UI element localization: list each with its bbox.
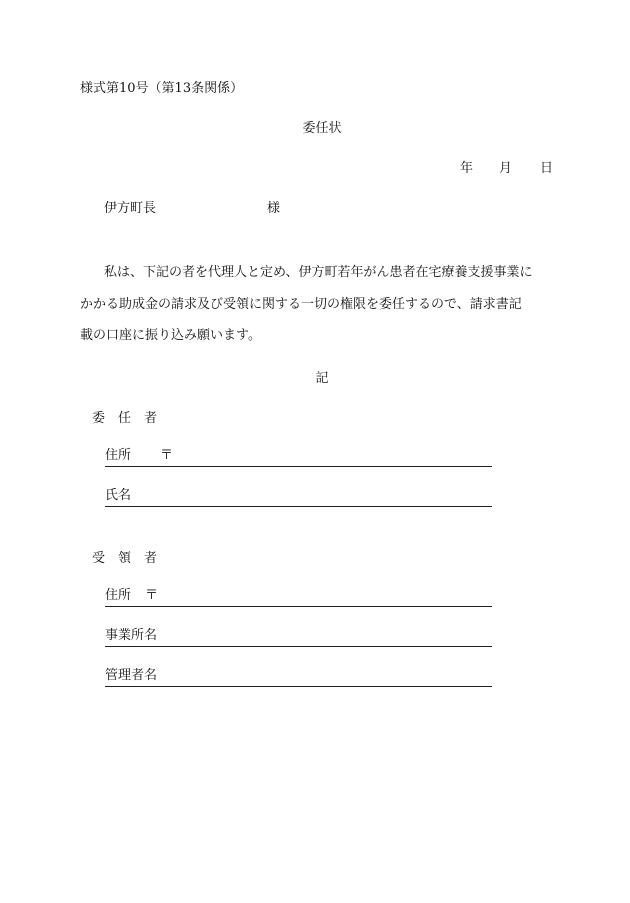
- body-text-line: かかる助成金の請求及び受領に関する一切の権限を委任するので、請求書記: [80, 297, 522, 312]
- recipient-manager-field[interactable]: [105, 669, 492, 687]
- body-text-line: 載の口座に振り込み願います。: [80, 328, 261, 343]
- postal-mark-icon: 〒: [145, 588, 159, 603]
- form-number: 様式第10号（第13条関係）: [80, 81, 244, 96]
- delegator-heading: 委 任 者: [92, 411, 158, 426]
- date-day-label: 日: [540, 161, 554, 176]
- addressee-name: 伊方町長: [104, 201, 157, 216]
- date-year-label: 年: [460, 161, 474, 176]
- addressee-honorific: 様: [267, 201, 281, 216]
- body-text-line: 私は、下記の者を代理人と定め、伊方町若年がん患者在宅療養支援事業に: [104, 265, 533, 280]
- document-title: 委任状: [302, 121, 342, 136]
- recipient-address-field[interactable]: [105, 589, 492, 607]
- delegator-name-label: 氏名: [105, 488, 132, 503]
- recipient-heading: 受 領 者: [92, 551, 158, 566]
- postal-mark-icon: 〒: [160, 448, 174, 463]
- delegator-address-field[interactable]: [105, 449, 492, 467]
- date-month-label: 月: [499, 161, 513, 176]
- ki-heading: 記: [315, 371, 329, 386]
- recipient-office-field[interactable]: [105, 629, 492, 647]
- recipient-address-label: 住所: [105, 588, 132, 603]
- recipient-office-label: 事業所名: [105, 628, 158, 643]
- recipient-manager-label: 管理者名: [105, 668, 158, 683]
- delegator-name-field[interactable]: [105, 489, 492, 507]
- delegator-address-label: 住所: [105, 448, 132, 463]
